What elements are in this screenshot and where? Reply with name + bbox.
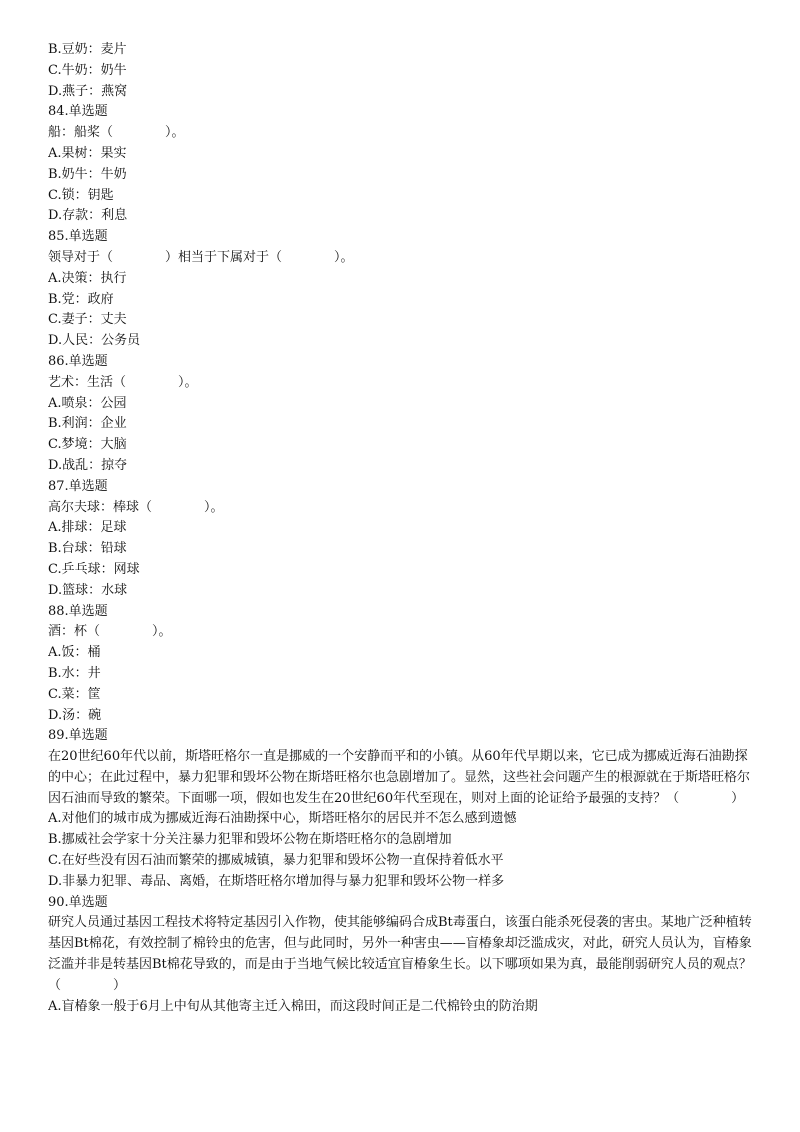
answer-option: C.锁：钥匙 [48,187,114,203]
question-passage: 研究人员通过基因工程技术将特定基因引入作物，使其能够编码合成Bt毒蛋白，该蛋白能杀死侵袭的害虫。某地广泛种植转基因Bt棉花，有效控制了棉铃虫的危害，但与此同时，另外一种害虫——盲椿象却泛滥成灾，对此，研究人员认为，盲椿象泛滥并非是转基因Bt棉花导致的，而是由于当地气候比较适宜盲椿象生长。以下哪项如果为真，最能削弱研究人员的观点？（ ） [48,915,752,993]
answer-option: B.利润：企业 [48,416,127,432]
question-header: 88.单选题 [48,603,108,619]
answer-option: A.果树：果实 [48,145,127,161]
question-stem: 艺术：生活（ ）。 [48,374,198,390]
answer-option: A.对他们的城市成为挪威近海石油勘探中心，斯塔旺格尔的居民并不怎么感到遗憾 [48,811,517,827]
question-header: 86.单选题 [48,353,108,369]
answer-option: D.非暴力犯罪、毒品、离婚，在斯塔旺格尔增加得与暴力犯罪和毁坏公物一样多 [48,873,505,889]
question-stem: 高尔夫球：棒球（ ）。 [48,499,224,515]
answer-option: C.梦境：大脑 [48,437,127,453]
answer-option: C.在好些没有因石油而繁荣的挪威城镇，暴力犯罪和毁坏公物一直保持着低水平 [48,853,504,869]
answer-option: B.台球：铅球 [48,541,127,557]
answer-option: A.盲椿象一般于6月上中旬从其他寄主迁入棉田，而这段时间正是二代棉铃虫的防治期 [48,998,538,1014]
answer-option: D.燕子：燕窝 [48,83,128,99]
answer-option: C.乒乓球：网球 [48,561,140,577]
answer-option: B.党：政府 [48,291,114,307]
question-header: 89.单选题 [48,728,108,744]
answer-option: D.存款：利息 [48,208,128,224]
answer-option: C.妻子：丈夫 [48,312,127,328]
question-stem: 领导对于（ ）相当于下属对于（ ）。 [48,249,354,265]
answer-option: A.决策：执行 [48,270,127,286]
question-passage: 在20世纪60年代以前，斯塔旺格尔一直是挪威的一个安静而平和的小镇。从60年代早期以来，它已成为挪威近海石油勘探的中心；在此过程中，暴力犯罪和毁坏公物在斯塔旺格尔也急剧增加了。显然，这些社会问题产生的根源就在于斯塔旺格尔因石油而导致的繁荣。下面哪一项，假如也发生在20世纪60年代至现在，则对上面的论证给予最强的支持？（ ） [48,749,751,806]
answer-option: B.挪威社会学家十分关注暴力犯罪和毁坏公物在斯塔旺格尔的急剧增加 [48,832,452,848]
question-header: 84.单选题 [48,104,108,120]
question-header: 85.单选题 [48,229,108,245]
answer-option: D.汤：碗 [48,707,102,723]
answer-option: D.篮球：水球 [48,582,128,598]
answer-option: D.战乱：掠夺 [48,457,128,473]
document-page [48,40,758,1017]
question-stem: 船：船桨（ ）。 [48,125,185,141]
answer-option: C.牛奶：奶牛 [48,62,127,78]
answer-option: B.水：井 [48,665,101,681]
question-header: 90.单选题 [48,894,108,910]
answer-option: B.豆奶：麦片 [48,42,127,57]
answer-option: C.菜：筐 [48,686,101,702]
question-stem: 酒：杯（ ）。 [48,624,172,640]
answer-option: A.饭：桶 [48,645,101,661]
answer-option: A.喷泉：公园 [48,395,127,411]
answer-option: B.奶牛：牛奶 [48,166,127,182]
answer-option: A.排球：足球 [48,520,127,536]
answer-option: D.人民：公务员 [48,333,141,349]
question-header: 87.单选题 [48,478,108,494]
